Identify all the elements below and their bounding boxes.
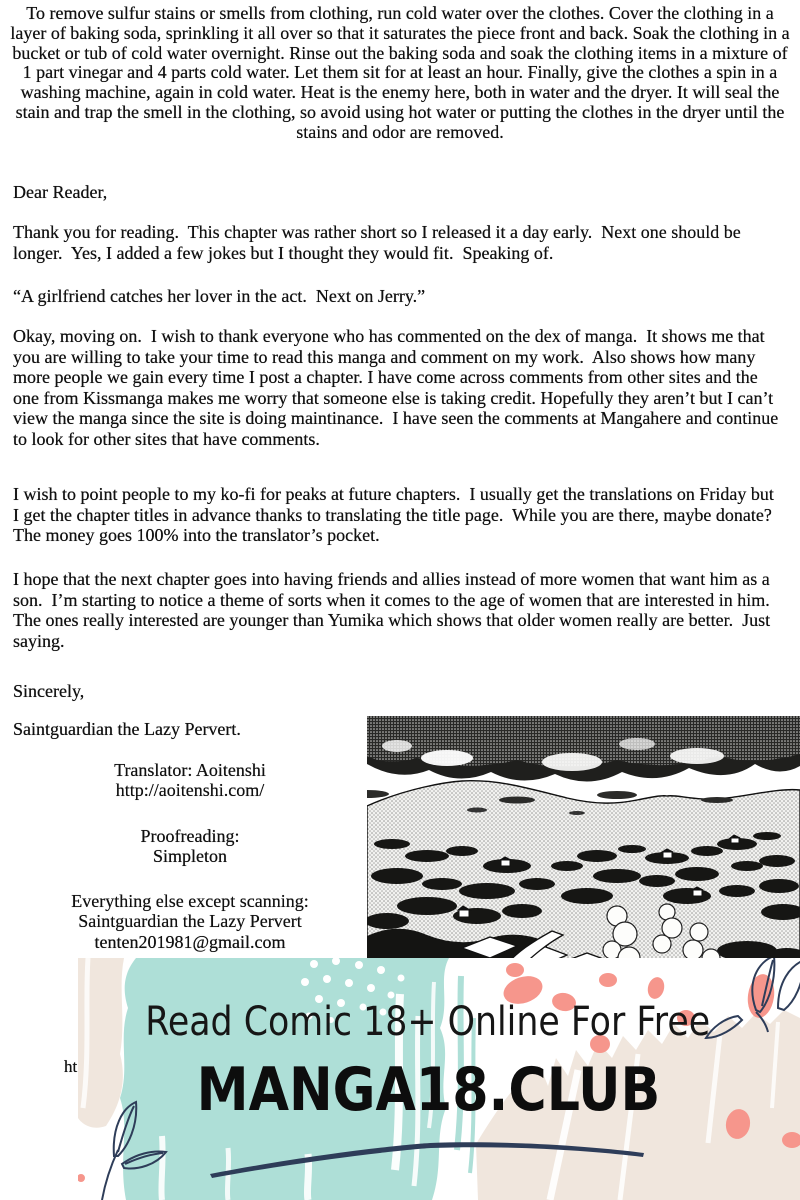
credit-everything-name: Saintguardian the Lazy Pervert	[78, 911, 302, 931]
letter-paragraph-2: Okay, moving on. I wish to thank everyone who has commented on the dex of manga. It shows me that you are willing to take your time to read this manga and comment on my work. Also shows how many more people we gain every time I post a chapter. I have come across comments from other sites and the one from Kissmanga makes me worry that someone else is taking credit. Hopefully they aren’t but I can’t view the manga since the site is doing maintinance. I have seen the comments at Mangahere and continue to look for other sites that have comments.	[13, 326, 783, 449]
letter-paragraph-4: I hope that the next chapter goes into having friends and allies instead of more women that want him as a son. I’m starting to notice a theme of sorts when it comes to the age of women that are interested in him. The ones really interested are younger than Yumika which shows that older women really are better. Just saying.	[13, 569, 779, 651]
letter-salutation: Dear Reader,	[13, 182, 108, 202]
intro-paragraph: To remove sulfur stains or smells from clothing, run cold water over the clothes. Cover the clothing in a layer of baking soda, sprinkling it all over so that it saturates the piece front and back. Soak the clothing in a bucket or tub of cold water overnight. Rinse out the baking soda and soak the clothing items in a mixture of 1 part vinegar and 4 parts cold water. Let them sit for at least an hour. Finally, give the clothes a spin in a washing machine, again in cold water. Heat is the enemy here, both in water and the dryer. It will seal the stain and trap the smell in the clothing, so avoid using hot water or putting the clothes in the dryer until the stains and odor are removed.	[10, 3, 795, 142]
letter-paragraph-1: Thank you for reading. This chapter was rather short so I released it a day early. Next one should be longer. Yes, I added a few jokes but I thought they would fit. Speaking of.	[13, 222, 746, 263]
letter-quote: “A girlfriend catches her lover in the act. Next on Jerry.”	[13, 286, 426, 306]
credit-proofreader: Simpleton	[152, 846, 227, 866]
credit-translator-url: http://aoitenshi.com/	[115, 780, 265, 800]
letter-paragraph-3: I wish to point people to my ko-fi for peaks at future chapters. I usually get the translations on Friday but I get the chapter titles in advance thanks to translating the title page. While you are there, maybe donate? The money goes 100% into the translator’s pocket.	[13, 484, 781, 545]
partial-url-text: ht	[64, 1057, 78, 1076]
ad-banner	[78, 958, 800, 1200]
credit-translator: Translator: Aoitenshi	[114, 760, 266, 780]
banner-site-name: MANGA18.CLUB	[196, 1055, 660, 1125]
credit-everything-label: Everything else except scanning:	[71, 891, 309, 911]
credit-email: tenten201981@gmail.com	[94, 932, 286, 952]
manga-illustration	[367, 716, 800, 966]
banner-tagline: Read Comic 18+ Online For Free	[145, 999, 711, 1045]
letter-closing: Sincerely,	[13, 681, 85, 701]
credits-block	[15, 760, 365, 955]
letter-signature: Saintguardian the Lazy Pervert.	[13, 719, 241, 739]
credit-proofreading-label: Proofreading:	[140, 826, 240, 846]
